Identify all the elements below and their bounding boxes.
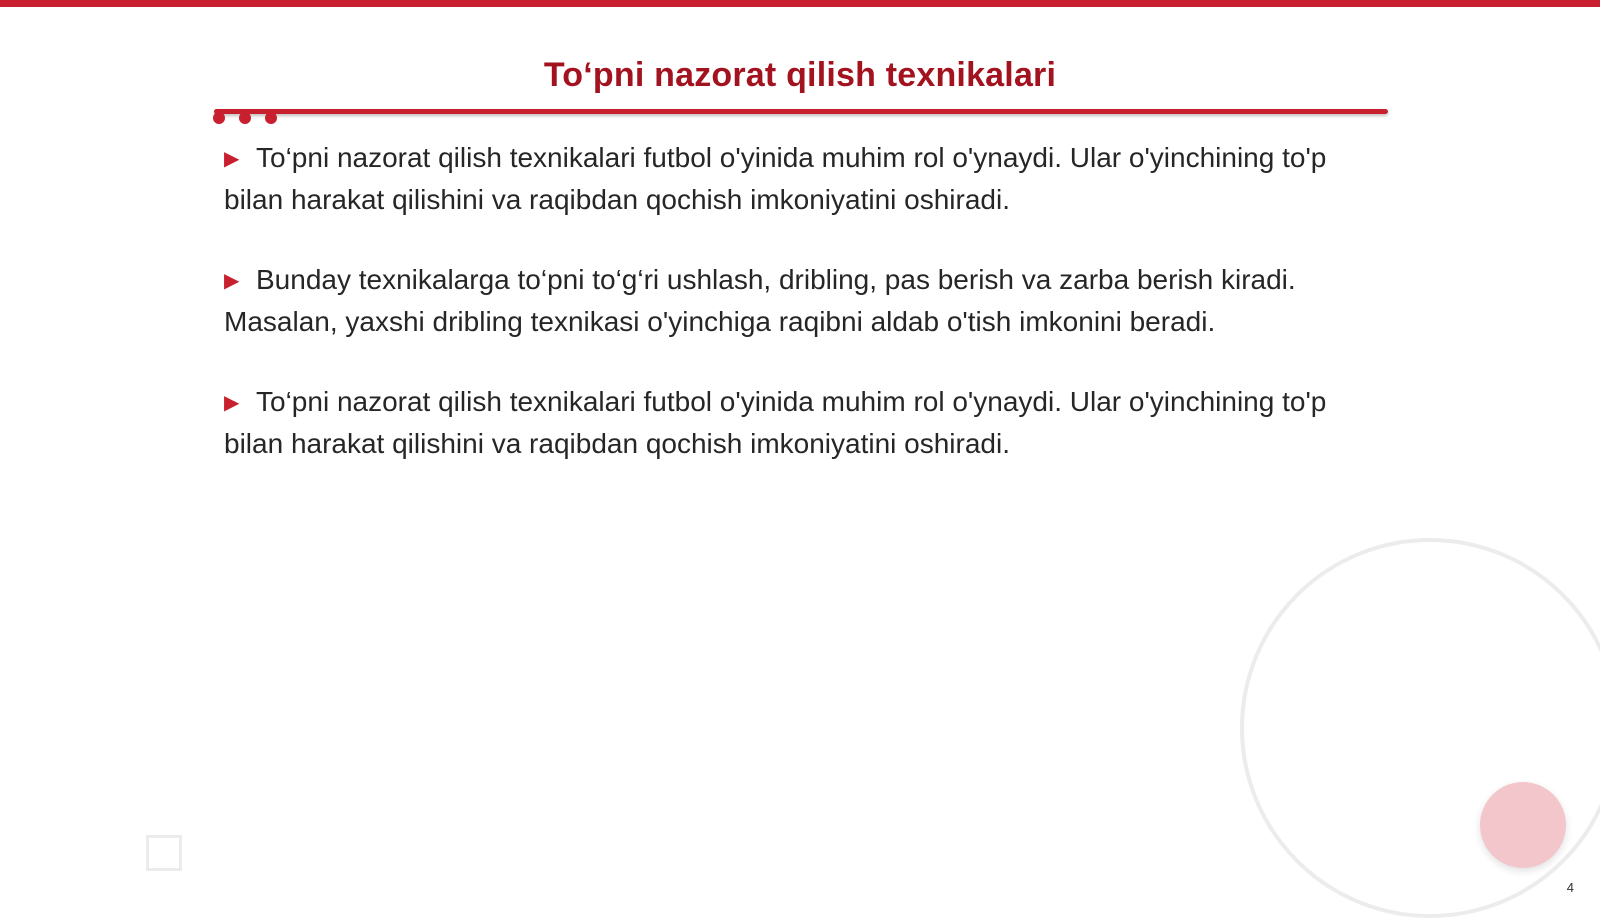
bullet-item	[224, 138, 1344, 220]
bullet-text: To‘pni nazorat qilish texnikalari futbol o'yinida muhim rol o'ynaydi. Ular o'yinchining to'p bilan harakat qilishini va raqibdan qochish imkoniyatini oshiradi.	[224, 386, 1327, 459]
top-accent-bar	[0, 0, 1600, 7]
bullet-text: Bunday texnikalarga to‘pni to‘g‘ri ushlash, dribling, pas berish va zarba berish kiradi. Masalan, yaxshi dribling texnikasi o'yinchiga raqibni aldab o'tish imkonini beradi.	[224, 264, 1296, 337]
bullet-item	[224, 382, 1344, 464]
underline-dot	[265, 112, 277, 124]
triangle-bullet-icon: ▶	[224, 392, 240, 414]
bullet-item	[224, 260, 1344, 342]
triangle-bullet-icon: ▶	[224, 270, 240, 292]
underline-dot	[239, 112, 251, 124]
decorative-square-outline	[146, 835, 182, 871]
bullet-text: To‘pni nazorat qilish texnikalari futbol o'yinida muhim rol o'ynaydi. Ular o'yinchining to'p bilan harakat qilishini va raqibdan qochish imkoniyatini oshiradi.	[224, 142, 1327, 215]
decorative-pink-circle	[1480, 782, 1566, 868]
triangle-bullet-icon: ▶	[224, 148, 240, 170]
title-underline	[214, 109, 1388, 114]
slide-title: To‘pni nazorat qilish texnikalari	[543, 56, 1057, 94]
underline-dot	[213, 112, 225, 124]
page-number: 4	[1566, 880, 1574, 895]
slide-body	[224, 138, 1344, 504]
